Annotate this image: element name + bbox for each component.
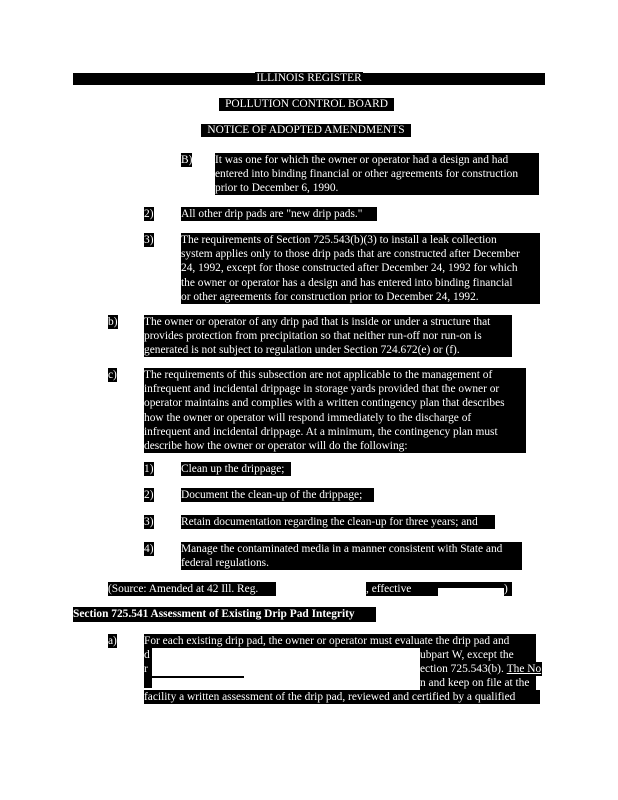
item-c-line: The requirements of this subsection are not applicable to the management of <box>144 369 493 381</box>
notice-title <box>201 124 411 137</box>
item-B-text <box>215 153 539 195</box>
item-B-line: It was one for which the owner or operator had a design and had <box>215 154 509 166</box>
source-effective-text: , effective <box>366 583 412 595</box>
section-a-line1-text: For each existing drip pad, the owner or operator must evaluate the drip pad and <box>144 635 510 647</box>
source-close <box>504 582 512 596</box>
board-title <box>219 98 394 111</box>
item-c-label: c) <box>108 369 117 381</box>
section-a-line3-right-text: ection 725.543(b). <box>420 663 504 675</box>
section-a-line5 <box>144 690 540 704</box>
item-c1-line: Clean up the drippage; <box>181 463 285 475</box>
item-c3-line: Retain documentation regarding the clean-up for three years; and <box>181 516 478 528</box>
item-b-line: provides protection from precipitation so that neither run-off nor run-on is <box>144 330 482 343</box>
section-a-label: a) <box>108 635 117 647</box>
section-title-text: Section 725.541 Assessment of Existing Drip Pad Integrity <box>73 608 355 620</box>
item-b-line: generated is not subject to regulation under Section 724.672(e) or (f). <box>144 344 460 357</box>
item-2-line: All other drip pads are "new drip pads." <box>181 208 363 220</box>
source-close-text: ) <box>504 583 508 595</box>
section-a-line3-right <box>420 662 542 676</box>
item-3-line: The requirements of Section 725.543(b)(3) to install a leak collection <box>181 234 497 246</box>
notice-title-text: NOTICE OF ADOPTED AMENDMENTS <box>207 124 405 136</box>
item-c-line: how the owner or operator will respond immediately to the discharge of <box>144 411 472 424</box>
item-3-line: 24, 1992, except for those constructed after December 24, 1992 for which <box>181 262 518 275</box>
item-3-label: 3) <box>144 234 154 246</box>
item-b-label: b) <box>108 316 118 328</box>
section-a-line2-left-text: d <box>144 649 150 661</box>
item-c-line: operator maintains and complies with a written contingency plan that describes <box>144 397 505 410</box>
item-c-line: infrequent and incidental drippage in storage yards provided that the owner or <box>144 383 500 396</box>
item-3-line: the owner or operator has a design and has entered into binding financial <box>181 276 513 289</box>
section-a-line2-left <box>144 648 152 662</box>
register-title <box>255 72 363 85</box>
section-title <box>73 607 376 622</box>
section-a-line3-left <box>144 662 152 676</box>
item-c3-text <box>181 515 495 529</box>
item-c1-label: 1) <box>144 463 154 475</box>
item-c3-label: 3) <box>144 516 154 528</box>
register-title-text: ILLINOIS REGISTER <box>256 72 362 84</box>
item-B-line: entered into binding financial or other agreements for construction <box>215 168 519 181</box>
item-c4-line: federal regulations. <box>181 556 277 570</box>
section-a-line3-link: The No <box>506 663 542 675</box>
section-a-line4-redaction <box>152 678 410 688</box>
item-c2-line: Document the clean-up of the drippage; <box>181 489 363 501</box>
section-a-line2-right <box>420 648 536 662</box>
section-a-line3-left-text: r <box>144 663 148 675</box>
item-c4-label: 4) <box>144 543 154 555</box>
section-a-line3-text <box>420 663 541 675</box>
item-2-text <box>181 207 377 221</box>
board-title-text: POLLUTION CONTROL BOARD <box>225 98 388 110</box>
section-a-line1 <box>144 634 536 648</box>
item-b-text <box>144 315 512 357</box>
item-c-line: describe how the owner or operator will do the following: <box>144 440 408 453</box>
item-2-label: 2) <box>144 208 154 220</box>
item-c-text <box>144 368 526 453</box>
section-a-line4-right <box>420 676 536 690</box>
item-b-line: The owner or operator of any drip pad that is inside or under a structure that <box>144 316 491 328</box>
item-B-line: prior to December 6, 1990. <box>215 181 351 195</box>
source-redaction-1 <box>276 582 366 596</box>
item-3-text <box>181 233 540 304</box>
source-redaction-2 <box>438 588 506 596</box>
section-a-line5-text: facility a written assessment of the drip pad, reviewed and certified by a qualified <box>144 691 516 703</box>
section-a-line2-right-text: ubpart W, except the <box>420 649 514 661</box>
item-c2-text <box>181 488 374 502</box>
item-c-line: infrequent and incidental drippage. At a minimum, the contingency plan must <box>144 425 498 438</box>
section-a-line4-right-text: n and keep on file at the <box>420 677 530 689</box>
item-3-line: or other agreements for construction prior to December 24, 1992. <box>181 290 479 303</box>
item-c2-label: 2) <box>144 489 154 501</box>
item-3-line: system applies only to those drip pads that are constructed after December <box>181 248 520 261</box>
item-B-label: B) <box>181 154 193 166</box>
source-prefix: (Source: Amended at 42 Ill. Reg. <box>108 583 259 595</box>
item-c4-line: Manage the contaminated media in a manner consistent with State and <box>181 543 503 555</box>
item-c1-text <box>181 462 291 476</box>
item-c4-text <box>181 542 522 570</box>
source-effective <box>366 582 418 596</box>
